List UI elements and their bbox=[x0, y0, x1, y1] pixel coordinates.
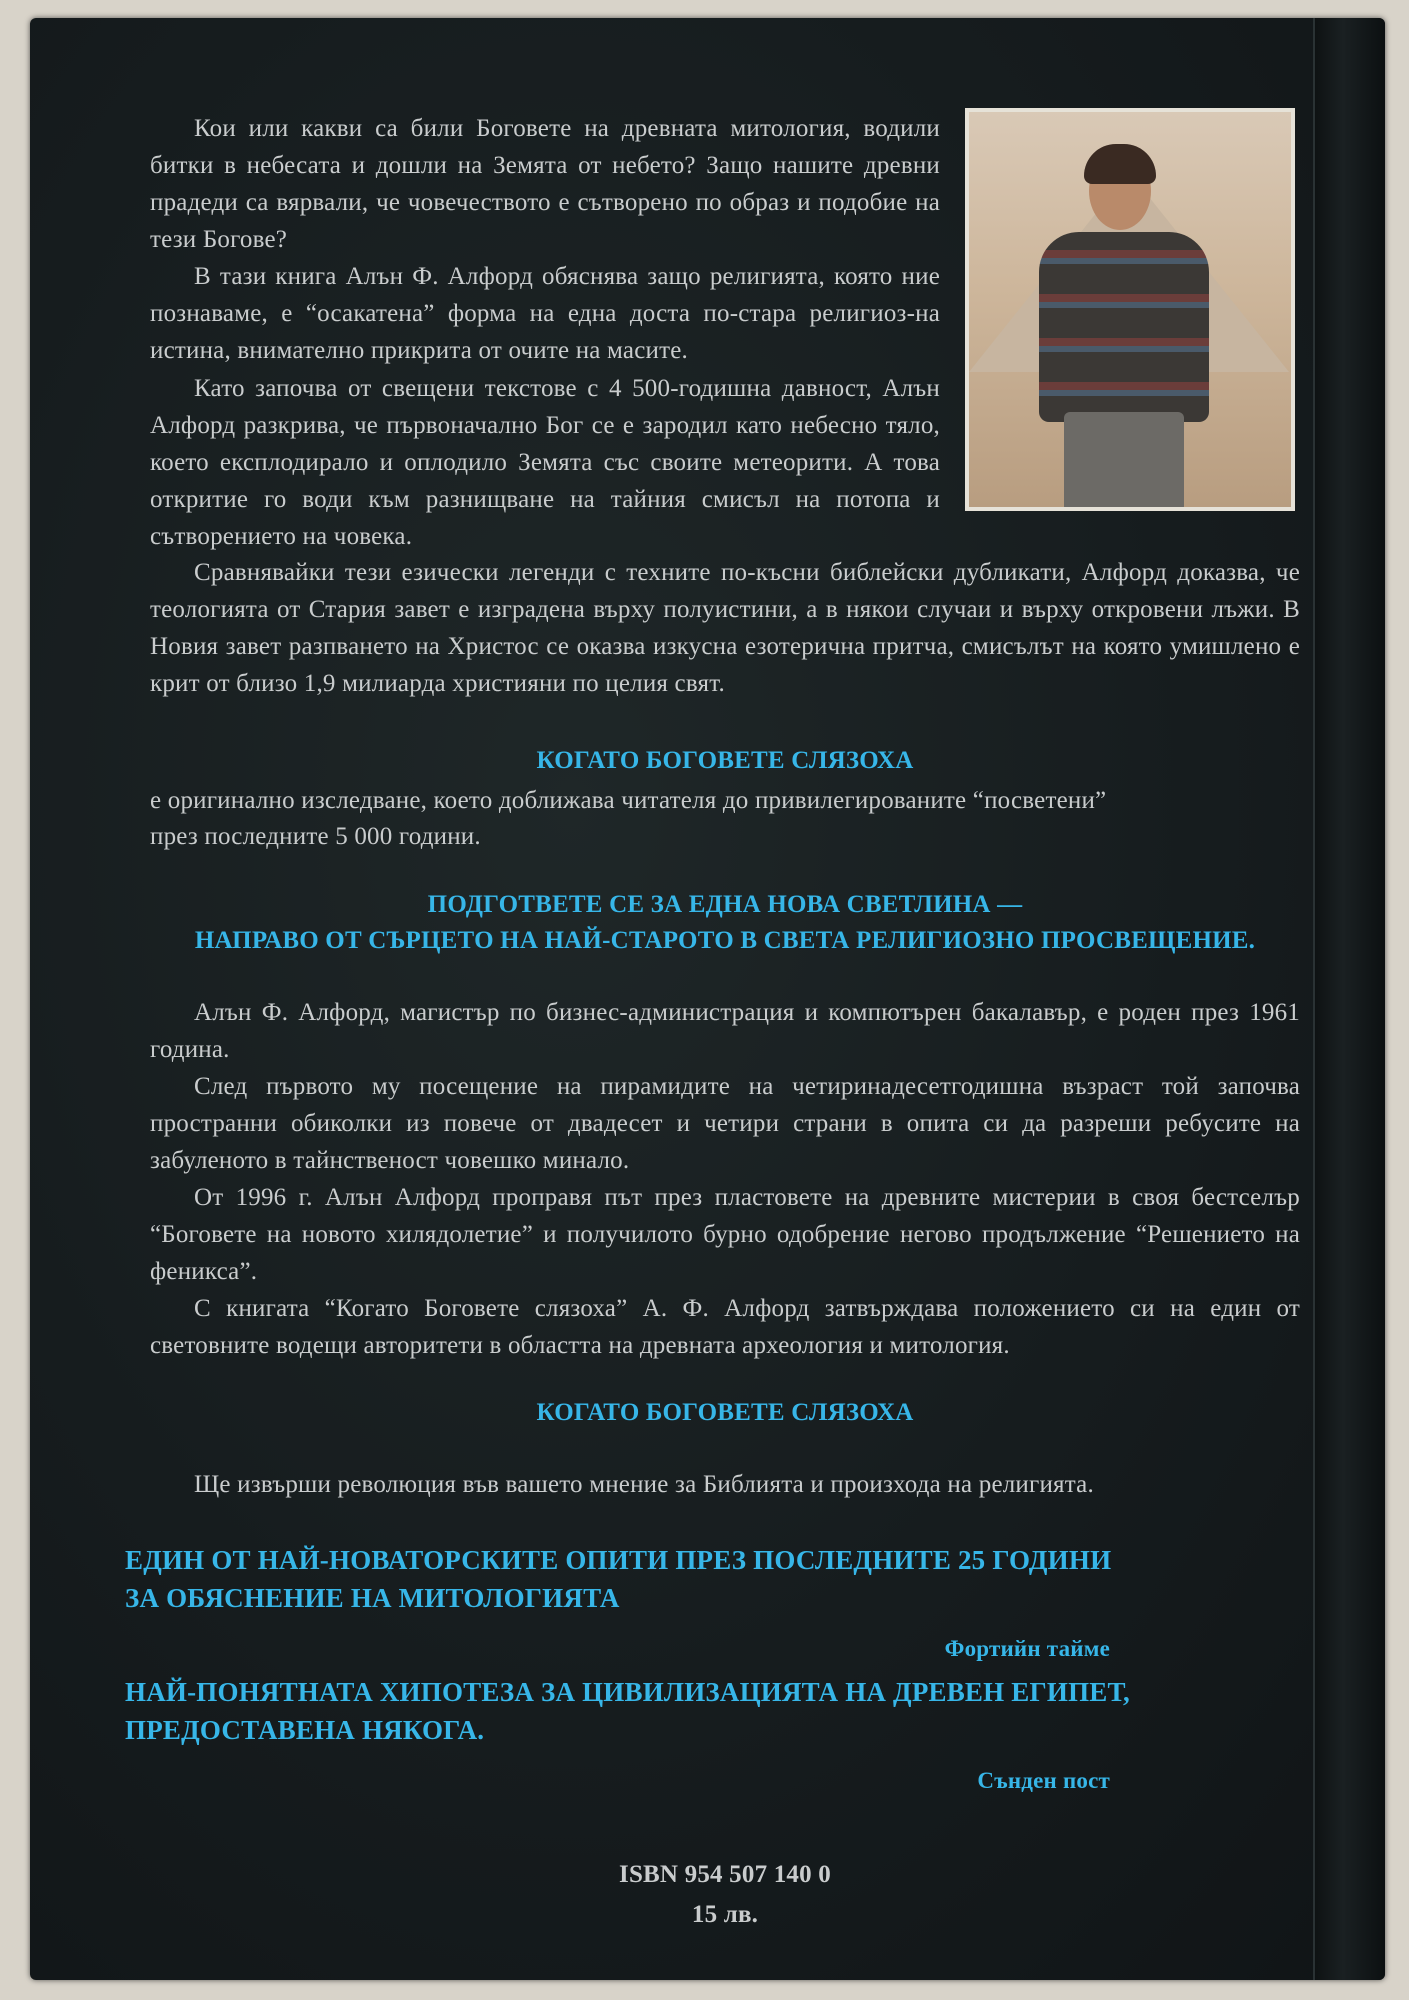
author-paragraph-1: Алън Ф. Алфорд, магистър по бизнес-администрация и компютърен бакалавър, е роден през 1961 година. bbox=[150, 999, 1300, 1063]
author-bio bbox=[150, 994, 1300, 1364]
quote-1-line-2: ЗА ОБЯСНЕНИЕ НА МИТОЛОГИЯТА bbox=[125, 1583, 620, 1613]
book-spine bbox=[1313, 18, 1385, 1980]
quote-1-line-1: ЕДИН ОТ НАЙ-НОВАТОРСКИТЕ ОПИТИ ПРЕЗ ПОСЛЕДНИТЕ 25 ГОДИНИ bbox=[125, 1545, 1112, 1575]
revolution-line-wrap bbox=[150, 1466, 1300, 1503]
author-paragraph-2: След първото му посещение на пирамидите на четиринадесетгодишна възраст той започва пространни обиколки из повече от двадесет и четири страни в опита си да разреши ребусите на забуленото в тайнственост човешко минало. bbox=[150, 1073, 1300, 1174]
intro-paragraph-3: Като започва от свещени текстове с 4 500-годишна давност, Алън Алфорд разкрива, че първоначално Бог се е зародил като небесно тяло, което експлодирало и оплодило Земята със своите метеорити. А това откритие го води към разнищване на тайния смисъл на потопа и сътворението на човека. bbox=[150, 375, 940, 550]
book-title-1: КОГАТО БОГОВЕТЕ СЛЯЗОХА bbox=[536, 747, 914, 774]
book-title-2: КОГАТО БОГОВЕТЕ СЛЯЗОХА bbox=[536, 1399, 914, 1426]
intro-block-b bbox=[150, 370, 940, 555]
quote-2-source: Сънден пост bbox=[977, 1768, 1110, 1793]
slogan-line-1: ПОДГОТВЕТЕ СЕ ЗА ЕДНА НОВА СВЕТЛИНА — bbox=[427, 891, 1023, 918]
author-hair bbox=[1084, 144, 1156, 184]
intro-block-c bbox=[150, 554, 1300, 702]
isbn-number: ISBN 954 507 140 0 bbox=[619, 1861, 831, 1888]
quote-1-source: Фортийн тайме bbox=[944, 1636, 1110, 1661]
slogan-line-2: НАПРАВО ОТ СЪРЦЕТО НА НАЙ-СТАРОТО В СВЕТА РЕЛИГИОЗНО ПРОСВЕЩЕНИЕ. bbox=[194, 927, 1256, 954]
description-line-1: е оригинално изследване, което доближава читателя до привилегированите “посветени” bbox=[150, 787, 1107, 814]
author-paragraph-3: От 1996 г. Алън Алфорд проправя път през пластовете на древните мистерии в своя бестселър “Боговете на новото хилядолетие” и получилото бурно одобрение негово продължение “Решението на феникса”. bbox=[150, 1184, 1300, 1285]
description-line-2: през последните 5 000 години. bbox=[150, 823, 481, 850]
revolution-line: Ще извърши революция във вашето мнение за Библията и произхода на религията. bbox=[194, 1471, 1094, 1498]
quote-2-line-1: НАЙ-ПОНЯТНАТА ХИПОТЕЗА ЗА ЦИВИЛИЗАЦИЯТА НА ДРЕВЕН ЕГИПЕТ, bbox=[125, 1677, 1130, 1707]
author-sweater bbox=[1039, 232, 1209, 422]
intro-block-a bbox=[150, 110, 940, 369]
quote-2-line-2: ПРЕДОСТАВЕНА НЯКОГА. bbox=[125, 1715, 485, 1745]
intro-paragraph-2: В тази книга Алън Ф. Алфорд обяснява защо религията, която ние познаваме, е “осакатена” форма на една доста по-стара религиоз-на истина, внимателно прикрита от очите на масите. bbox=[150, 263, 940, 364]
author-photo bbox=[965, 108, 1295, 511]
book-back-cover bbox=[30, 18, 1385, 1980]
intro-paragraph-1: Кои или какви са били Боговете на древната митология, водили битки в небесата и дошли на Земята от небето? Защо нашите древни прадеди са вярвали, че човечеството е сътворено по образ и подобие на тези Богове? bbox=[150, 115, 940, 253]
author-legs bbox=[1064, 412, 1184, 511]
price-label: 15 лв. bbox=[691, 1901, 759, 1928]
author-paragraph-4: С книгата “Когато Боговете слязоха” А. Ф. Алфорд затвърждава положението си на един от световните водещи авторитети в областта на древната археология и митология. bbox=[150, 1295, 1300, 1359]
intro-paragraph-4: Сравнявайки тези езически легенди с техните по-късни библейски дубликати, Алфорд доказва, че теологията от Стария завет е изградена върху полуистини, а в някои случаи и върху откровени лъжи. В Новия завет разпването на Христос се оказва изкусна езотерична притча, смисълът на която умишлено е крит от близо 1,9 милиарда християни по целия свят. bbox=[150, 559, 1300, 697]
